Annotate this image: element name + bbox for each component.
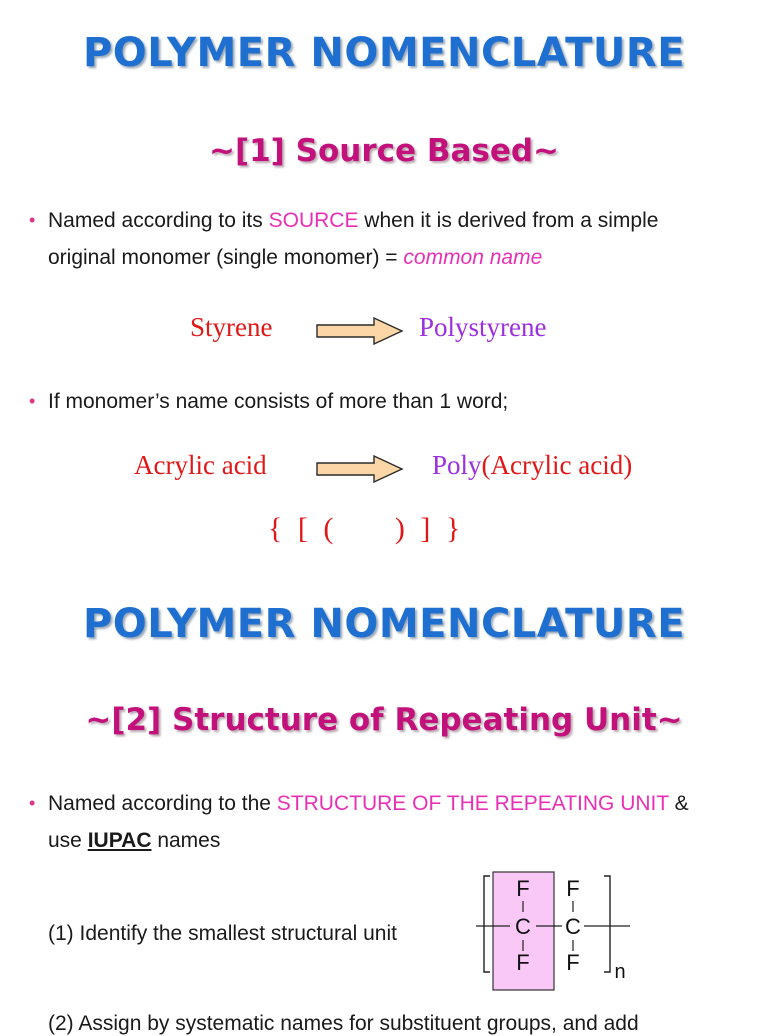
atom-f-top-right: F [566,876,580,901]
atom-f-top-left: F [516,876,530,901]
slide2-subtitle: ~[2] Structure of Repeating Unit~ [85,702,683,738]
s2-line2-post: names [151,829,221,852]
bullet2-text: If monomer’s name consists of more than 1 word; [48,390,509,413]
slide2-title: POLYMER NOMENCLATURE [82,601,686,647]
repeating-unit-structure [474,870,644,992]
bullet1-italic: common name [403,246,543,269]
s2-line2-pre: use [48,829,88,852]
bullet1-line2: original monomer (single monomer) = [48,246,404,269]
example1-monomer: Styrene [190,312,273,342]
polymer-prefix: Poly [432,450,482,480]
right-arrow-icon [316,317,404,345]
s2-bullet1-text-b: & [668,792,689,815]
atom-f-bottom-right: F [566,950,580,975]
slide2-bullet1 [29,785,748,859]
example2-polymer [432,450,632,481]
example2-monomer: Acrylic acid [134,450,267,480]
subscript-n: n [614,961,626,983]
slide1-bullet1 [29,202,748,276]
bracket-order: { [ ( ) ] } [268,512,465,545]
bullet1-highlight: SOURCE [268,209,359,232]
s2-bullet1-text-a: Named according to the [48,792,277,815]
bullet1-text-b: when it is derived from a simple [358,209,659,232]
right-arrow-icon [316,455,404,483]
atom-c-left: C [515,914,531,939]
bullet-icon: • [29,391,36,411]
atom-c-right: C [565,914,581,939]
iupac-label: IUPAC [87,829,152,852]
slide1-title: POLYMER NOMENCLATURE [82,30,686,76]
bullet-icon: • [29,793,36,813]
slide1-bullet2 [29,383,748,420]
step2-text: (2) Assign by systematic names for substituent groups, and add [48,1012,639,1035]
slide1-subtitle: ~[1] Source Based~ [208,133,560,169]
bullet-icon: • [29,210,36,230]
bullet1-text-a: Named according to its [48,209,269,232]
s2-bullet1-highlight: STRUCTURE OF THE REPEATING UNIT [276,792,669,815]
atom-f-bottom-left: F [516,950,530,975]
example1-polymer: Polystyrene [419,312,547,342]
step1-text: (1) Identify the smallest structural unit [48,922,397,945]
polymer-rest: (Acrylic acid) [481,450,633,480]
